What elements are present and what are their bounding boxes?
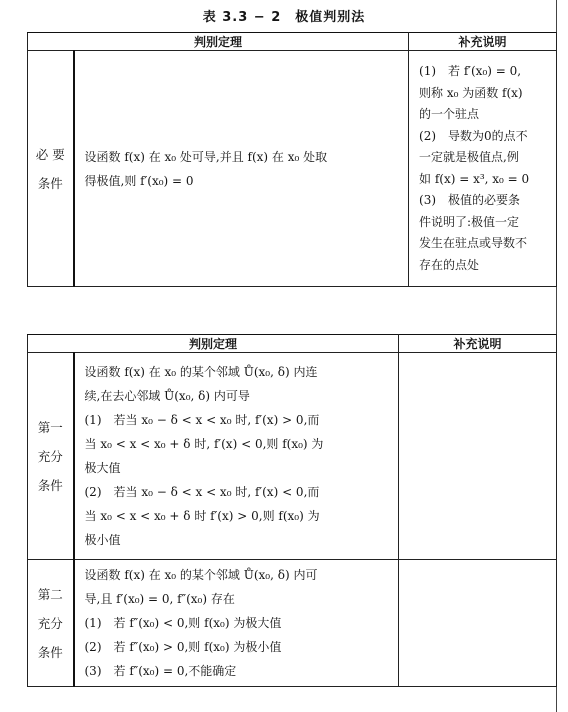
first-sufficient-condition-note [399, 353, 557, 560]
second-sufficient-condition-row [28, 560, 557, 687]
theorem-line: 设函数 f(x) 在 x₀ 处可导,并且 f(x) 在 x₀ 处取 [84, 149, 328, 164]
theorem-line: (3) 若 f″(x₀) = 0,不能确定 [84, 664, 237, 678]
theorem-line: 导,且 f′(x₀) = 0, f″(x₀) 存在 [84, 592, 235, 606]
row-label-line: 条件 [37, 175, 63, 191]
necessary-condition-note [409, 51, 557, 287]
theorem-line: 极大值 [84, 461, 121, 475]
theorem-line: (2) 若当 x₀ − δ < x < x₀ 时, f′(x) < 0,而 [84, 485, 320, 499]
theorem-line: (1) 若当 x₀ − δ < x < x₀ 时, f′(x) > 0,而 [84, 413, 320, 427]
note-line: (3) 极值的必要条 [419, 193, 521, 207]
necessary-condition-table [27, 32, 557, 287]
note-line: 则称 x₀ 为函数 f(x) [419, 85, 523, 100]
table-title: 表 3.3 − 2 极值判别法 [202, 10, 366, 25]
row-label-line: 第二 [37, 586, 63, 602]
row-label-line: 必 要 [35, 146, 65, 162]
row-label-line: 第一 [37, 419, 63, 435]
second-sufficient-condition-theorem [74, 560, 399, 687]
first-sufficient-condition-theorem [74, 353, 399, 560]
sufficient-conditions-table [27, 334, 557, 687]
row-label-necessary [28, 51, 74, 287]
note-line: 件说明了:极值一定 [419, 214, 520, 229]
theorem-line: 续,在去心邻域 Ů(x₀, δ) 内可导 [84, 389, 250, 403]
theorem-line: (2) 若 f″(x₀) > 0,则 f(x₀) 为极小值 [84, 640, 282, 654]
theorem-line: 设函数 f(x) 在 x₀ 的某个邻域 Ů(x₀, δ) 内可 [84, 568, 318, 582]
table2-header-row [28, 335, 557, 353]
note-line: 发生在驻点或导数不 [419, 236, 528, 250]
note-line: 存在的点处 [419, 257, 480, 272]
first-sufficient-condition-row [28, 353, 557, 560]
theorem-line: (1) 若 f″(x₀) < 0,则 f(x₀) 为极大值 [84, 616, 282, 630]
theorem-line: 当 x₀ < x < x₀ + δ 时, f′(x) < 0,则 f(x₀) 为 [84, 437, 324, 451]
theorem-line: 当 x₀ < x < x₀ + δ 时 f′(x) > 0,则 f(x₀) 为 [84, 509, 320, 523]
row-label-line: 充分 [37, 615, 63, 631]
note-line: 的一个驻点 [419, 107, 480, 121]
table2-header-theorem: 判别定理 [28, 335, 399, 353]
table1-header-theorem: 判别定理 [28, 33, 409, 51]
row-label-second-sufficient [28, 560, 74, 687]
note-line: (1) 若 f′(x₀) = 0, [419, 64, 522, 78]
row-label-first-sufficient [28, 353, 74, 560]
second-sufficient-condition-note [399, 560, 557, 687]
theorem-line: 极小值 [84, 533, 121, 547]
row-label-line: 条件 [37, 477, 63, 493]
table1-header-note: 补充说明 [409, 33, 557, 51]
necessary-condition-theorem [74, 51, 409, 287]
table1-header-row [28, 33, 557, 51]
note-line: 一定就是极值点,例 [419, 150, 519, 164]
row-label-line: 充分 [37, 448, 63, 464]
note-line: 如 f(x) = x³, x₀ = 0 [419, 171, 530, 186]
theorem-line: 设函数 f(x) 在 x₀ 的某个邻域 Ů(x₀, δ) 内连 [84, 365, 318, 379]
note-line: (2) 导数为0的点不 [419, 128, 528, 143]
theorem-line: 得极值,则 f′(x₀) = 0 [84, 173, 194, 188]
necessary-condition-row [28, 51, 557, 287]
row-label-line: 条件 [37, 644, 63, 660]
table2-header-note: 补充说明 [399, 335, 557, 353]
